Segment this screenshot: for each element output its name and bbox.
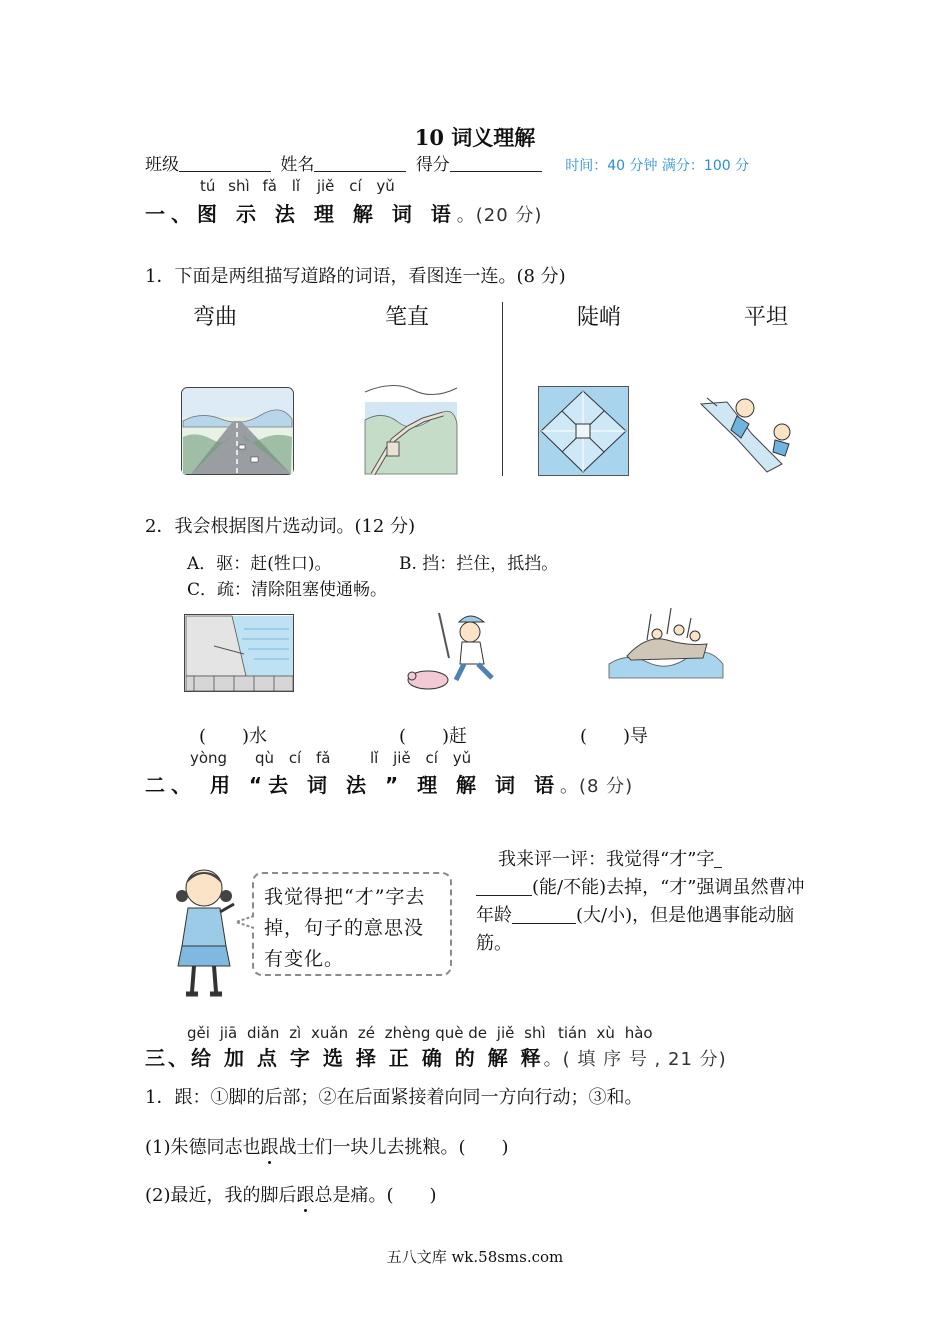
info-row (145, 150, 749, 175)
pinyin-syllable: qù (255, 749, 275, 767)
pinyin-syllable: fǎ (316, 749, 331, 767)
crossroads-image[interactable] (538, 386, 629, 476)
blank-shui[interactable]: ( )水 (199, 726, 268, 747)
class-label: 班级 (145, 155, 179, 175)
speech-bubble: 我觉得把“才”字去掉，句子的意思没有变化。 (252, 872, 452, 976)
pinyin-syllable: de (468, 1024, 487, 1042)
section2-pinyin-b (255, 749, 331, 767)
footer-watermark: 五八文库 wk.58sms.com (386, 1248, 564, 1266)
pinyin-syllable: tián (558, 1024, 587, 1042)
answer-blank-1a[interactable] (714, 849, 722, 868)
section2-title: 二、 用 “去 词 法 ” 理 解 词 语 (145, 773, 560, 797)
pinyin-syllable: xuǎn (311, 1024, 349, 1042)
pinyin-syllable: fǎ (262, 177, 277, 195)
pinyin-syllable: jiě (316, 177, 335, 195)
answer-blank-2[interactable] (512, 905, 576, 924)
pinyin-syllable: yòng (190, 749, 228, 767)
pinyin-syllable: xù (596, 1024, 615, 1042)
s3-sentence-1 (145, 1133, 509, 1159)
section2-pinyin-c (370, 749, 471, 767)
pinyin-syllable: shì (228, 177, 250, 195)
group-divider (502, 302, 503, 476)
evaluation-text (476, 846, 811, 958)
pinyin-syllable: cí (349, 177, 362, 195)
section1-pinyin (200, 177, 395, 195)
pinyin-syllable: hào (624, 1024, 653, 1042)
boy-chasing-pig-image[interactable] (404, 608, 504, 694)
option-c: C．疏：清除阻塞使通畅。 (187, 580, 388, 600)
name-blank[interactable] (314, 153, 406, 172)
pinyin-syllable: zé (357, 1024, 375, 1042)
dam-water-image[interactable] (184, 614, 294, 692)
score-blank[interactable] (450, 153, 542, 172)
pinyin-syllable: jiě (393, 749, 411, 767)
s1-q2-text: 2．我会根据图片选动词。(12 分) (145, 516, 416, 537)
class-blank[interactable] (179, 153, 271, 172)
bubble-tail (234, 914, 254, 930)
word-pingtan: 平坦 (743, 305, 788, 330)
straight-road-image[interactable] (181, 387, 294, 475)
word-bizhi: 笔直 (384, 305, 429, 330)
section3-score: 。( 填 序 号 , 21 分) (543, 1049, 727, 1070)
section3-title: 三、给 加 点 字 选 择 正 确 的 解 释 (145, 1046, 544, 1070)
name-label: 姓名 (280, 155, 315, 175)
pinyin-syllable: cí (288, 749, 302, 767)
pinyin-syllable: lǐ (370, 749, 379, 767)
ship-waves-image[interactable] (607, 604, 725, 678)
sentence-1-pre: (1)朱德同志也 (145, 1137, 261, 1158)
s3-sentence-2 (145, 1181, 437, 1207)
pinyin-syllable: gěi (187, 1024, 210, 1042)
answer-blank-1b[interactable] (476, 877, 532, 896)
comment-prefix: 我来评一评：我觉得“才”字 (498, 849, 715, 870)
pinyin-syllable: lǐ (291, 177, 301, 195)
pinyin-syllable: diǎn (247, 1024, 280, 1042)
pinyin-syllable: jiā (219, 1024, 238, 1042)
section2-pinyin-a (190, 749, 227, 767)
pinyin-syllable: shì (524, 1024, 546, 1042)
word-wanqu: 弯曲 (192, 305, 237, 330)
dotted-char-gen-1: 跟 (261, 1133, 279, 1159)
pinyin-syllable: zì (289, 1024, 302, 1042)
pinyin-syllable: tú (200, 177, 216, 195)
blank-gan[interactable]: ( )赶 (399, 726, 468, 747)
option-b: B. 挡：拦住，抵挡。 (399, 554, 559, 574)
section3-pinyin-a (187, 1024, 546, 1042)
climbing-kids-image[interactable] (697, 394, 807, 474)
comment-mid2: (大/小)，但是他遇事能动脑筋。 (476, 905, 795, 954)
comment-mid1: (能/不能)去掉，“才”强调虽然曹冲年龄 (476, 877, 805, 926)
pinyin-syllable: yǔ (452, 749, 472, 767)
sentence-2-pre: (2)最近，我的脚后 (145, 1185, 297, 1206)
girl-illustration (168, 862, 248, 1004)
option-a: A．驱：赶(牲口)。 (187, 554, 332, 574)
great-wall-image[interactable] (363, 380, 458, 475)
section1-score: 。(20 分) (456, 205, 543, 226)
time-info: 时间：40 分钟 满分：100 分 (565, 158, 750, 174)
s3-q1-text: 1．跟：①脚的后部；②在后面紧接着向同一方向行动；③和。 (145, 1087, 643, 1108)
dotted-char-gen-2: 跟 (297, 1181, 315, 1207)
section1-heading (145, 198, 542, 227)
section3-heading (145, 1042, 727, 1071)
sentence-2-post: 总是痛。( ) (314, 1185, 437, 1206)
word-douqiao: 陡峭 (576, 305, 621, 330)
pinyin-syllable: yǔ (376, 177, 395, 195)
section2-heading (145, 769, 633, 798)
section1-title: 一、图 示 法 理 解 词 语 (145, 202, 457, 226)
pinyin-syllable: què (435, 1024, 464, 1042)
sentence-1-post: 战士们一块儿去挑粮。( ) (278, 1137, 509, 1158)
s1-q1-text: 1．下面是两组描写道路的词语，看图连一连。(8 分) (145, 266, 566, 287)
section2-score: 。(8 分) (559, 776, 634, 797)
score-label: 得分 (415, 155, 450, 175)
blank-dao[interactable]: ( )导 (580, 726, 649, 747)
pinyin-syllable: zhèng (384, 1024, 431, 1042)
pinyin-syllable: jiě (496, 1024, 515, 1042)
pinyin-syllable: cí (425, 749, 438, 767)
section3-pinyin-b (558, 1024, 653, 1042)
page-title: 10 词义理解 (414, 125, 536, 150)
